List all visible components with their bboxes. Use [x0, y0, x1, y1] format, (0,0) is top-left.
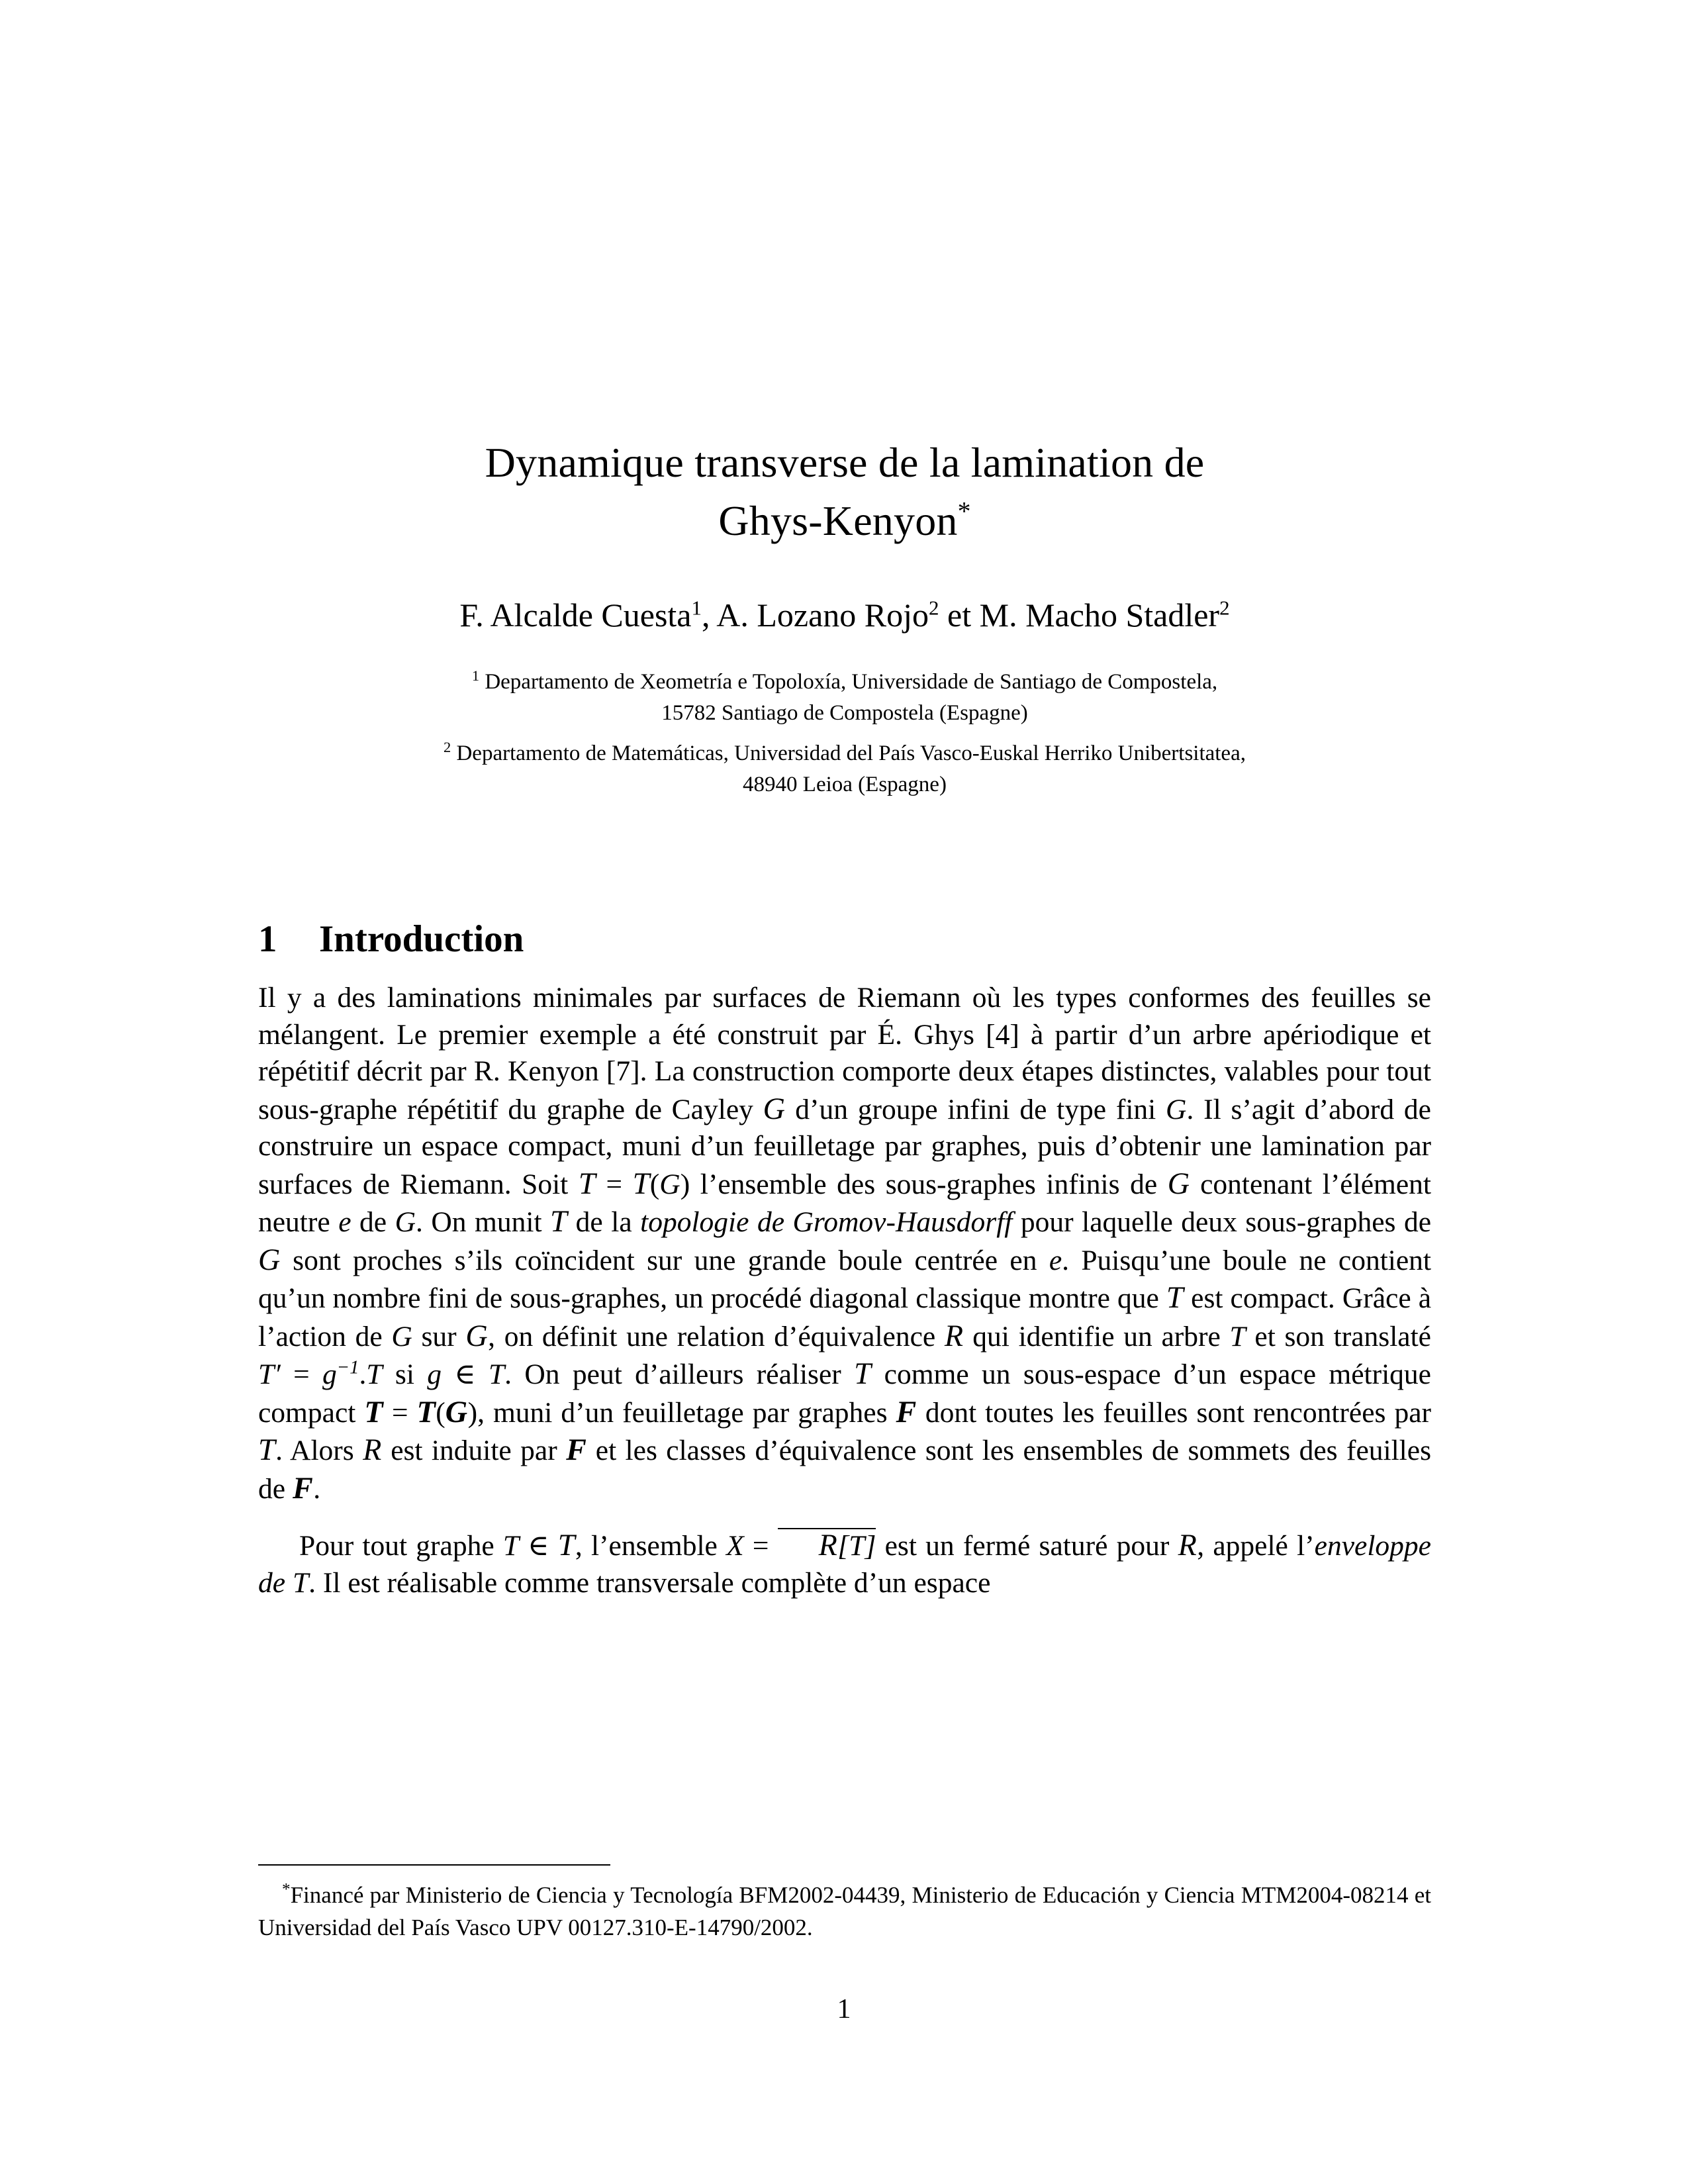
author-1-affiliation-mark: 1	[691, 596, 702, 620]
p1-sentence-5e: contenant l’élément neutre	[258, 1168, 1431, 1238]
title-line-2	[258, 492, 1431, 550]
math-symbol-X: X	[726, 1530, 744, 1562]
p1-sentence-9b: comme un sous-espace d’un espace métrique compact	[258, 1358, 1431, 1429]
p1-sentence-3c: .	[1186, 1093, 1194, 1125]
p1-sentence-7b: est compact.	[1184, 1282, 1335, 1314]
p1-eq-equals: =	[595, 1168, 633, 1200]
math-symbol-T-realise: T	[854, 1356, 872, 1390]
title-footnote-marker: *	[957, 497, 971, 526]
math-symbol-T-topology: T	[550, 1204, 568, 1238]
p1-sentence-6e: .	[1062, 1244, 1069, 1276]
affiliation-1	[258, 667, 1431, 729]
math-symbol-graph-T: T	[502, 1530, 520, 1562]
p2-sentence-2a: appelé l’	[1213, 1530, 1315, 1562]
p1-sentence-6b: de la	[567, 1206, 641, 1238]
math-closure-overbar	[778, 1528, 876, 1561]
math-symbol-g: g	[322, 1358, 337, 1390]
math-symbol-cayley-graph-3: G	[258, 1242, 281, 1276]
math-bracket-open: [	[837, 1530, 849, 1562]
p1-eq-equals-3: =	[383, 1396, 417, 1429]
p1-sentence-5f: de	[351, 1206, 395, 1238]
math-symbol-R-closure: R	[818, 1528, 838, 1562]
math-symbol-neutral-e-2: e	[1049, 1244, 1062, 1276]
math-symbol-T-func: T	[632, 1166, 650, 1200]
paper-title	[258, 434, 1431, 550]
math-symbol-tree-T-prime: T	[258, 1358, 275, 1390]
p1-sentence-6c: pour laquelle deux sous-graphes de	[1012, 1206, 1432, 1238]
p1-sentence-8b: sur	[412, 1320, 466, 1353]
p1-paren-open-2: (	[436, 1396, 445, 1429]
math-symbol-bold-T-space: T	[364, 1394, 384, 1429]
p1-sentence-9f: dont toutes les feuilles sont rencontrées par	[916, 1396, 1432, 1429]
p1-sentence-8a: Grâce à l’action de	[258, 1282, 1432, 1353]
math-symbol-bold-G: G	[445, 1394, 468, 1429]
math-symbol-cayley-graph: G	[763, 1091, 786, 1125]
p1-sentence-8i: .	[504, 1358, 512, 1390]
math-symbol-bold-T-func: T	[416, 1394, 436, 1429]
author-3-affiliation-mark: 2	[1219, 596, 1230, 620]
affiliation-2-line-2: 48940 Leioa (Espagne)	[743, 773, 947, 796]
math-symbol-cayley-graph-2: G	[1167, 1166, 1190, 1200]
math-bracket-close: ]	[865, 1530, 876, 1562]
math-symbol-bold-F-2: F	[566, 1433, 587, 1466]
math-symbol-tree-T-3: T	[488, 1358, 505, 1390]
p1-sentence-8d: qui identifie un arbre	[963, 1320, 1230, 1353]
math-symbol-neutral-e: e	[338, 1206, 352, 1238]
p1-sentence-8h: si	[382, 1358, 428, 1390]
p1-sentence-5g: .	[415, 1206, 423, 1238]
math-symbol-R-relation: R	[944, 1318, 964, 1353]
author-separator-2: et	[939, 596, 980, 634]
section-title: Introduction	[319, 918, 524, 960]
p1-sentence-10a: Alors	[290, 1435, 363, 1466]
author-3-name: M. Macho Stadler	[979, 596, 1220, 634]
p1-sentence-9g: .	[275, 1435, 283, 1466]
p1-sentence-6d: sont proches s’ils coïncident sur une grande boule centrée en	[280, 1244, 1049, 1276]
math-exponent-minus-one: −1	[336, 1356, 359, 1378]
paragraph-2	[258, 1527, 1431, 1601]
affiliation-2-department: Departamento de Matemáticas, Universidad del País Vasco-Euskal Herriko Unibertsitatea,	[456, 741, 1246, 765]
p1-sentence-5d: ) l’ensemble des sous-graphes infinis de	[680, 1168, 1168, 1200]
author-1-name: F. Alcalde Cuesta	[459, 596, 692, 634]
footnote-text: Financé par Ministerio de Ciencia y Tecnología BFM2002-04439, Ministerio de Educación y Ciencia MTM2004-08214 et Universidad del País Vasco UPV 00127.310-E-14790/2002.	[258, 1882, 1431, 1940]
page-content	[258, 0, 1431, 1601]
affiliation-1-mark: 1	[471, 667, 480, 684]
math-symbol-T-set: T	[578, 1166, 596, 1200]
page-number: 1	[837, 1994, 851, 2024]
affiliation-1-line-2: 15782 Santiago de Compostela (Espagne)	[661, 701, 1028, 725]
author-list	[258, 595, 1431, 635]
p1-sentence-10c: et les classes d’équivalence sont les ensembles de sommets des feuilles de	[258, 1435, 1432, 1505]
math-symbol-T-set-2: T	[557, 1528, 575, 1562]
p2-sentence-1d: est un fermé saturé pour	[876, 1530, 1178, 1562]
p1-sentence-9e: ), muni d’un feuilletage par graphes	[467, 1396, 896, 1429]
author-2-name: A. Lozano Rojo	[716, 596, 929, 634]
math-symbol-tree-T: T	[1229, 1320, 1246, 1353]
paragraph-1	[258, 980, 1431, 1507]
math-symbol-R-saturated: R	[1178, 1528, 1197, 1562]
p2-sentence-3: Il est réalisable comme transversale complète d’un espace	[322, 1566, 991, 1599]
footnote-marker: *	[282, 1880, 291, 1899]
math-prime-mark: ′	[274, 1358, 281, 1390]
p2-sentence-1a: Pour tout graphe	[299, 1530, 503, 1562]
p1-eq-equals-2: =	[280, 1358, 322, 1390]
author-separator-1: ,	[702, 596, 717, 634]
p2-sentence-2b: .	[308, 1566, 316, 1599]
affiliation-1-department: Departamento de Xeometría e Topoloxía, Universidade de Santiago de Compostela,	[485, 670, 1218, 694]
title-line-1: Dynamique transverse de la lamination de	[485, 439, 1205, 486]
math-symbol-bold-F-3: F	[292, 1470, 314, 1505]
p2-eq-equals: =	[743, 1530, 778, 1562]
math-symbol-G-action: G	[391, 1320, 412, 1353]
math-symbol-G-arg: G	[659, 1168, 680, 1200]
math-membership-2: ∈	[519, 1530, 558, 1562]
affiliation-list	[258, 667, 1431, 800]
p1-sentence-6a: On munit	[431, 1206, 551, 1238]
emphasis-gromov-hausdorff: topologie de Gromov-Hausdorff	[640, 1206, 1013, 1238]
p1-sentence-4: Il s’agit d’abord de construire un espace compact, muni d’un feuilletage par graphes, puis d’obtenir une lamination par surfaces de Riemann.	[258, 1093, 1431, 1200]
footnote-funding	[258, 1879, 1431, 1944]
section-heading-introduction	[258, 916, 1431, 963]
footnote-separator-rule	[258, 1864, 610, 1866]
p1-sentence-3a: La construction comporte deux étapes distinctes, valables pour tout sous-graphe répétitif du graphe de Cayley	[258, 1055, 1432, 1125]
p1-sentence-8c: , on définit une relation d’équivalence	[488, 1320, 945, 1353]
math-symbol-bold-F-foliation: F	[896, 1394, 917, 1429]
p1-sentence-10b: est induite par	[381, 1435, 567, 1466]
p1-sentence-2: Le premier exemple a été construit par É. Ghys [4] à partir d’un arbre apériodique et répétitif décrit par R. Kenyon [7].	[258, 1018, 1432, 1087]
p2-sentence-1e: ,	[1197, 1530, 1205, 1562]
affiliation-1-line-1	[258, 667, 1431, 698]
math-symbol-T-envelope: T	[292, 1566, 309, 1599]
math-symbol-cayley-graph-4: G	[465, 1318, 489, 1353]
p2-sentence-1b: , l’ensemble	[575, 1530, 727, 1562]
math-symbol-G-group-2: G	[395, 1206, 416, 1238]
math-symbol-R-induced: R	[363, 1433, 382, 1466]
affiliation-2	[258, 738, 1431, 800]
affiliation-2-mark: 2	[444, 739, 451, 755]
math-membership: ∈	[442, 1358, 489, 1390]
p1-paren-open: (	[649, 1168, 660, 1200]
author-2-affiliation-mark: 2	[929, 596, 939, 620]
math-symbol-T-in-bracket: T	[849, 1530, 865, 1562]
p1-sentence-5a: Soit	[522, 1168, 579, 1200]
title-line-2-text: Ghys-Kenyon	[718, 497, 958, 544]
affiliation-2-line-1	[258, 738, 1431, 769]
emphasis-enveloppe: enveloppe de	[258, 1530, 1431, 1599]
math-symbol-tree-T-2: T	[366, 1358, 383, 1390]
math-symbol-group-G: G	[1166, 1093, 1187, 1125]
section-number: 1	[258, 918, 277, 960]
math-symbol-T-transversal: T	[258, 1433, 276, 1466]
p1-sentence-1: Il y a des laminations minimales par surfaces de Riemann où les types conformes des feuilles se mélangent.	[258, 982, 1431, 1051]
math-symbol-g-2: g	[427, 1358, 442, 1390]
p1-sentence-8e: et son translaté	[1245, 1320, 1431, 1353]
p1-sentence-9a: On peut d’ailleurs réaliser	[524, 1358, 855, 1390]
p1-sentence-10d: .	[313, 1472, 321, 1505]
math-dot: .	[359, 1358, 367, 1390]
math-symbol-T-compact: T	[1166, 1280, 1184, 1314]
p1-sentence-7a: Puisqu’une boule ne contient qu’un nombre fini de sous-graphes, un procédé diagonal classique montre que	[258, 1244, 1432, 1314]
p1-sentence-3b: d’un groupe infini de type fini	[785, 1093, 1166, 1125]
